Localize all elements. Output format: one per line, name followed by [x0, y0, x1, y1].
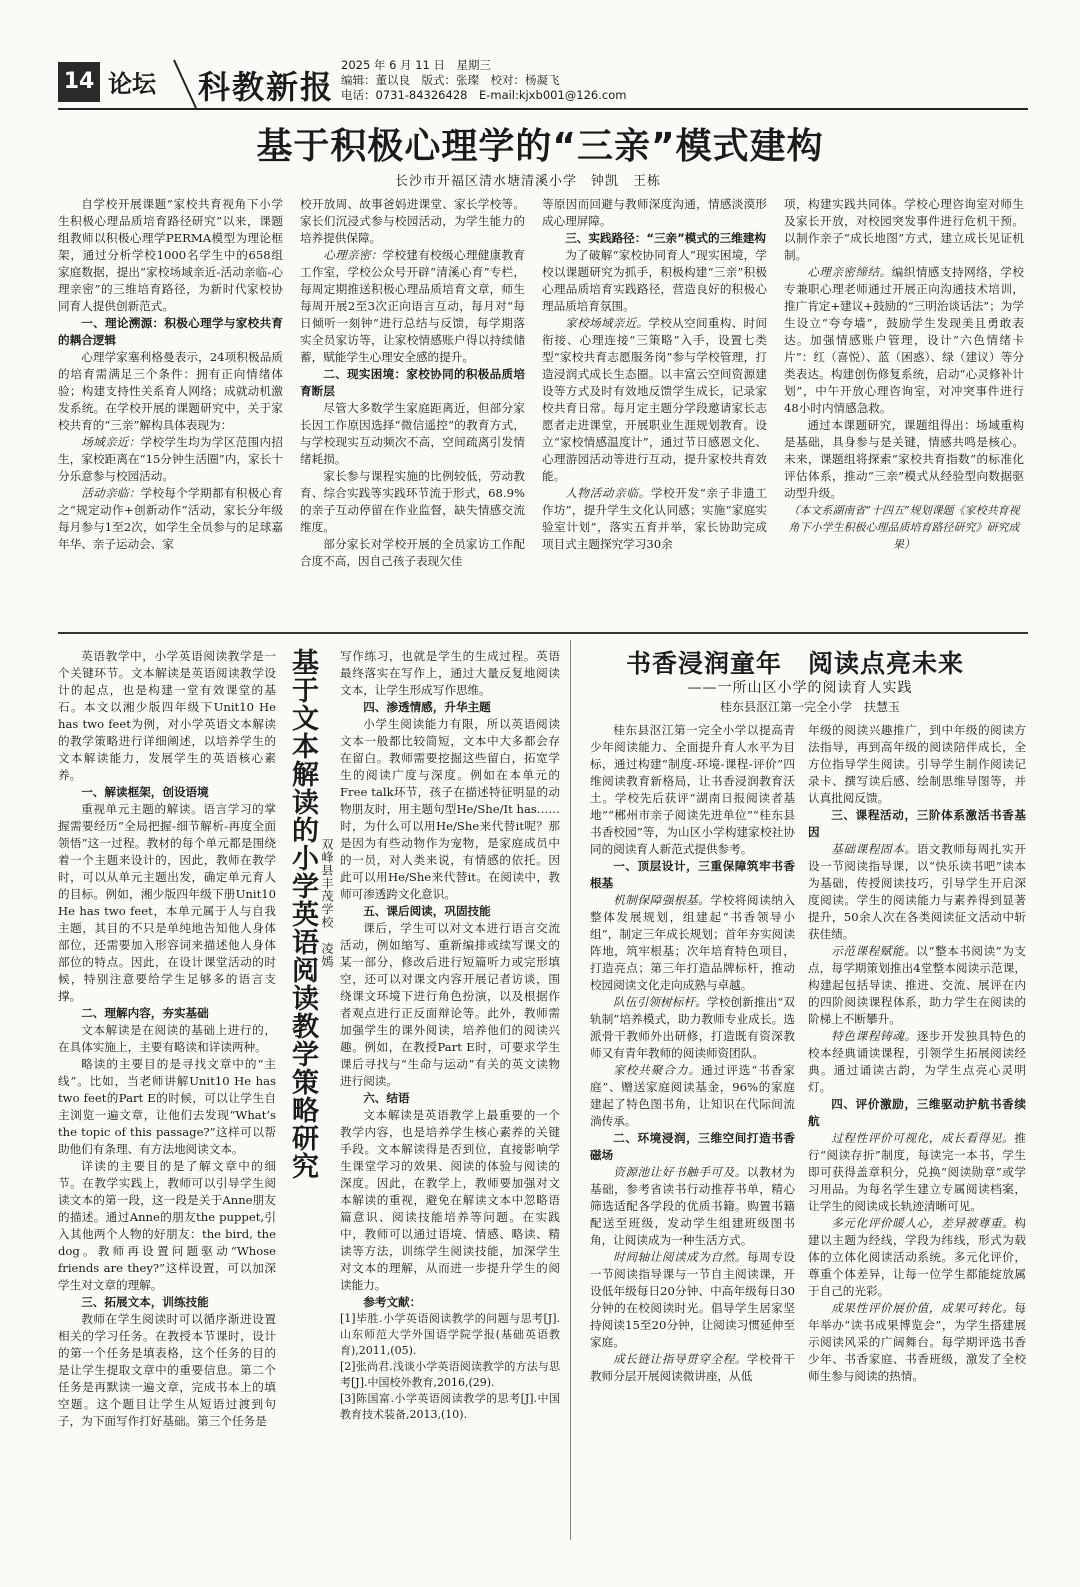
paragraph — [300, 196, 525, 247]
lead-phrase: 队伍引领树标杆。 — [613, 995, 707, 1009]
section-heading — [340, 903, 560, 920]
lead-phrase: 家校场域亲近。 — [565, 316, 649, 330]
paragraph-text: 详读的主要目的是了解文章中的细节。在教学实践上，教师可以引导学生阅读文本的第一段，这一段是关于Anne朋友的描述。通过Anne的朋友the puppet,引入其他两个人物的好朋友：the bird, the dog。教师再设置问题驱动“Whose friends are they?”这样设置，可以加深学生对文章的理解。 — [58, 1159, 276, 1292]
lead-phrase: 基础课程固本。 — [831, 842, 917, 856]
section-heading — [58, 315, 283, 349]
lead-phrase: 特色课程铸魂。 — [831, 1029, 917, 1043]
article3-column-1 — [590, 722, 795, 1385]
paragraph-text: 二、环境浸润，三维空间打造书香磁场 — [590, 1131, 795, 1162]
paragraph-text: 年级的阅读兴趣推广，到中年级的阅读方法指导，再到高年级的阅读陪伴成长，全方位指导学生阅读。引导学生制作阅读记录卡、撰写读后感、绘制思维导图等，并认真批阅反馈。 — [808, 723, 1026, 805]
paragraph — [784, 417, 1024, 502]
paragraph-text: 部分家长对学校开展的全员家访工作配合度不高，因自己孩子表现欠佳 — [300, 537, 525, 568]
article2-byline: 双峰县丰茂学校 凌嫣 — [320, 838, 334, 968]
paragraph — [340, 648, 560, 699]
paragraph-text: 语文教师每周扎实开设一节阅读指导课，以“快乐读书吧”读本为基础，传授阅读技巧，引导学生开启深度阅读。学生的阅读能力与素养得到显著提升，50余人次在各类阅读征文活动中斩获佳绩。 — [808, 842, 1026, 941]
paragraph-text: （本文系湖南省“十四五”规划课题《家校共育视角下小学生积极心理品质培育路径研究》研究成果） — [788, 504, 1020, 551]
paragraph — [808, 1130, 1026, 1215]
paragraph-text: 小学生阅读能力有限，所以英语阅读文本一般都比较简短，文本中大多都会存在留白。教师需要挖掘这些留白，拓宽学生的阅读广度与深度。例如在本单元的Free talk环节，孩子在描述特征明显的动物朋友时，用主题句型He/She/It has……时，为什么可以用He/She来代替it呢？那是因为有些动物作为宠物，是家庭成员中的一员，对人类来说，有情感的依托。因此可以用He/She来代替it。在阅读中，教师可渗透跨文化意识。 — [340, 717, 560, 901]
paragraph — [590, 892, 795, 994]
article3-title: 书香浸润童年 阅读点亮未来 — [625, 649, 964, 678]
section-heading — [808, 1096, 1026, 1130]
article2-column-1 — [58, 648, 276, 1430]
article3-byline: 桂东县沤江第一完全小学 扶慧玉 — [719, 700, 900, 714]
paragraph-text: 文本解读是英语教学上最重要的一个教学内容，也是培养学生核心素养的关键手段。文本解读得是否到位，直接影响学生课堂学习的效果、阅读的体验与阅读的深度。因此，在教学上，教师要加强对文本解读的重视，避免在解读文本中忽略语篇意识、阅读技能培养等问题。在实践中，教师可以通过语境、情感、略读、精读等方法，训练学生阅读技能，加深学生对文本的理解，从而进一步提升学生的阅读能力。 — [340, 1108, 560, 1292]
paragraph — [300, 468, 525, 536]
funding-note — [784, 502, 1024, 553]
paragraph — [58, 485, 283, 553]
page-number: 14 — [58, 62, 100, 102]
section-heading — [340, 1294, 560, 1311]
paragraph-text: 学校将阅读纳入整体发展规划，组建起“书香领导小组”，制定三年成长规划；首年夯实阅读阵地，筑牢根基；次年培育特色项目，打造亮点；第三年打造品牌标杆，推动校园阅读文化走向成熟与卓越。 — [590, 893, 795, 992]
article1-column-4 — [784, 196, 1024, 553]
paragraph — [590, 994, 795, 1062]
paragraph-text: 校开放周、故事爸妈进课堂、家长学校等。家长们沉浸式参与校园活动，为学生能力的培养提供保障。 — [300, 197, 525, 245]
paragraph-text: 等原因而回避与教师深度沟通，情感淡漠形成心理屏障。 — [542, 197, 767, 228]
lead-phrase: 成长链让指导贯穿全程。 — [613, 1352, 747, 1366]
lead-phrase: 人物活动亲临。 — [565, 486, 651, 500]
paragraph — [784, 264, 1024, 417]
paragraph-text: 自学校开展课题“家校共育视角下小学生积极心理品质培育路径研究”以来，课题组教师以积极心理学PERMA模型为理论框架，通过分析学校1000名学生中的658组家庭数据，提出“家校场域亲近-活动亲临-心理亲密”的三维培育路径，为新时代家校协同育人提供创新范式。 — [58, 197, 283, 313]
paragraph — [58, 196, 283, 315]
paragraph-text: 以“整本书阅读”为支点，每学期策划推出4堂整本阅读示范课，构建起包括导读、推进、交流、展评在内的四阶阅读课程体系，助力学生在阅读的阶梯上不断攀升。 — [808, 944, 1026, 1026]
paragraph-text: 以教材为基础，参考省读书行动推荐书单，精心筛选适配各学段的优质书籍。购置书籍配送至班级，发动学生组建班级图书角，让阅读成为一种生活方式。 — [590, 1165, 795, 1247]
paragraph-text: 一、顶层设计，三重保障筑牢书香根基 — [590, 859, 795, 890]
reference-item — [340, 1391, 560, 1423]
paper-name: 科教新报 — [198, 68, 335, 106]
paragraph-text: [1]毕胜.小学英语阅读教学的问题与思考[J].山东师范大学外国语学院学报(基础英语教育),2011,(05). — [340, 1312, 560, 1357]
paragraph-text: 构建以主题为经线，学段为纬线，形式为载体的立体化阅读活动系统。多元化评价，尊重个体差异，让每一位学生都能绽放属于自己的光彩。 — [808, 1216, 1026, 1298]
paragraph-text: 为了破解“家校协同育人”现实困境，学校以课题研究为抓手，积极构建“三亲”积极心理品质培育实践路径，营造良好的积极心理品质培育氛围。 — [542, 248, 767, 313]
article1-title: 基于积极心理学的“三亲”模式建构 — [256, 126, 824, 167]
paragraph — [300, 247, 525, 366]
paragraph-text: 文本解读是在阅读的基础上进行的，在具体实施上，主要有略读和详读两种。 — [58, 1023, 276, 1054]
masthead-meta — [341, 58, 626, 103]
paragraph — [340, 716, 560, 903]
paragraph-text: 学校骨干教师分层开展阅读微讲座，从低 — [590, 1352, 795, 1383]
section-heading — [58, 784, 276, 801]
paragraph — [58, 1311, 276, 1430]
article1-column-3 — [542, 196, 767, 553]
paragraph-text: 四、渗透情感，升华主题 — [363, 700, 491, 714]
paragraph-text: 课后，学生可以对文本进行语言交流活动，例如缩写、重新编排或续写课文的某一部分，修改后进行短篇听力或完形填空，还可以对课文内容开展记者访谈，围绕课文环境下进行角色扮演，以及根据作者观点进行正反面辩论等。此外，教师需加强学生的课外阅读，培养他们的阅读兴趣。例如，在教授Part E时，可要求学生课后寻找与“生命与运动”有关的英文读物进行阅读。 — [340, 921, 560, 1088]
paragraph — [300, 536, 525, 570]
paragraph — [58, 1158, 276, 1294]
section-divider — [58, 632, 1028, 634]
paragraph-text: 逐步开发独具特色的校本经典诵读课程，引领学生拓展阅读经典。通过诵读古韵，为学生点亮心灵明灯。 — [808, 1029, 1026, 1094]
paragraph-text: 三、课程活动，三阶体系激活书香基因 — [808, 808, 1026, 839]
paragraph-text: 教师在学生阅读时可以循序渐进设置相关的学习任务。在教授本节课时，设计的第一个任务是填表格，这个任务的目的是让学生提取文章中的重要信息。第二个任务是再默读一遍文章，完成书本上的填空题。这个题目让学生从短语过渡到句子，为下面写作打好基础。第三个任务是 — [58, 1312, 276, 1428]
section-heading — [590, 1130, 795, 1164]
reference-item — [340, 1311, 560, 1359]
article3-subtitle: ——一所山区小学的阅读育人实践 — [687, 680, 913, 696]
editors-line: 编辑：董以良 版式：张璨 校对：杨凝飞 — [341, 73, 560, 87]
paragraph — [590, 1351, 795, 1385]
lead-phrase: 多元化评价暖人心，差异被尊重。 — [831, 1216, 1015, 1230]
paragraph — [590, 1164, 795, 1249]
paragraph-text: 每年举办“读书成果博览会”，为学生搭建展示阅读风采的广阔舞台。每学期评选书香少年、书香家庭、书香班级，激发了全校师生参与阅读的热情。 — [808, 1301, 1026, 1383]
paragraph-text: 五、课后阅读，巩固技能 — [363, 904, 491, 918]
paragraph-text: 心理学家塞利格曼表示，24项积极品质的培育需满足三个条件：拥有正向情绪体验；构建支持性关系育人网络；成就动机激发系统。在学校开展的课题研究中，关于家校共育的“三亲”解构具体表现为： — [58, 350, 283, 432]
paragraph-text: [2]张尚君.浅谈小学英语阅读教学的方法与思考[J].中国校外教育,2016,(29). — [340, 1360, 560, 1389]
paragraph — [808, 1300, 1026, 1385]
section-heading — [58, 1005, 276, 1022]
article3-column-2 — [808, 722, 1026, 1385]
paragraph — [542, 196, 767, 230]
paragraph — [340, 920, 560, 1090]
paragraph — [58, 434, 283, 485]
paragraph — [340, 1107, 560, 1294]
paragraph — [542, 247, 767, 315]
paragraph — [542, 315, 767, 485]
paragraph-text: 二、现实困境：家校协同的积极品质培育断层 — [300, 367, 525, 398]
article1-byline: 长沙市开福区清水塘清溪小学 钟凯 王栋 — [395, 174, 662, 189]
lead-phrase: 资源池让好书触手可及。 — [613, 1165, 747, 1179]
paragraph-text: 一、理论溯源：积极心理学与家校共育的耦合逻辑 — [58, 316, 283, 347]
paragraph — [808, 722, 1026, 807]
paragraph-text: 学校建有校级心理健康教育工作室，学校公众号开辟“清溪心育”专栏，每周定期推送积极心理品质培育文章，师生每周开展2至3次正向语言互动，每月对“每日倾听一刻钟”进行总结与反馈，每学期落实全员家访等，让家校情感账户得以持续储蓄，赋能学生心理安全感的提升。 — [300, 248, 525, 364]
article2-title: 基于文本解读的小学英语阅读教学策略研究 — [287, 648, 318, 1180]
section-heading — [340, 1090, 560, 1107]
lead-phrase: 场域亲近： — [81, 435, 141, 449]
date-line: 2025 年 6 月 11 日 星期三 — [341, 58, 491, 72]
lead-phrase: 时间轴让阅读成为自然。 — [613, 1250, 747, 1264]
lead-phrase: 过程性评价可视化，成长看得见。 — [831, 1131, 1015, 1145]
paragraph-text: 学校学生均为学区范围内招生，家校距离在“15分钟生活圈”内，家长十分乐意参与校园活动。 — [58, 435, 283, 483]
paragraph — [58, 1022, 276, 1056]
article1-column-2 — [300, 196, 525, 570]
paragraph-text: 重视单元主题的解读。语言学习的掌握需要经历“全局把握-细节解析-再度全面领悟”这一过程。教材的每个单元都是围绕着一个主题来设计的，因此，教师在教学时，可以从单元主题出发，确定单元育人的目标。例如，湘少版四年级下册Unit10 He has two feet，本单元属于人与自我主题，其目的不只是单纯地告知他人身体部位，还需要加入形容词来描述他人身体部位的特点。因此，在设计课堂活动的时候，特别注意要给学生足够多的语言支撑。 — [58, 802, 276, 1003]
paragraph — [58, 801, 276, 1005]
paragraph-text: 学校创新推出“双轨制”培养模式，助力教师专业成长。选派骨干教师外出研修，打造既有资深教师又有青年教师的阅读师资团队。 — [590, 995, 795, 1060]
paragraph — [58, 1056, 276, 1158]
paragraph-text: 二、理解内容，夯实基础 — [81, 1006, 209, 1020]
lead-phrase: 家校共聚合力。 — [613, 1063, 702, 1077]
paragraph — [542, 485, 767, 553]
paragraph — [590, 1249, 795, 1351]
divider-slash-icon — [170, 58, 200, 110]
paragraph-text: 学校从空间重构、时间衔接、心理连接“三策略”入手，设置七类型“家校共育志愿服务岗”参与学校管理，打造浸润式成长生态圈。以丰富云空间资源建设等方式及时有效地反馈学生成长，记录家校共育日常。每月定主题分学段邀请家长志愿者走进课堂，开展职业生涯规划教育。设立“家校情感温度计”，通过节日感恩文化、心理游园活动等进行互动，提升家校共育效能。 — [542, 316, 767, 483]
paragraph — [808, 943, 1026, 1028]
paragraph-text: 学校每个学期都有积极心育之“规定动作+创新动作”活动，家长分年级每月参与1至2次，如学生全员参与的足球嘉年华、亲子运动会、家 — [58, 486, 283, 551]
paragraph-text: 三、实践路径：“三亲”模式的三维建构 — [565, 231, 766, 245]
paragraph-text: 写作练习，也就是学生的生成过程。英语最终落实在写作上，通过大量反复地阅读文本，让学生形成写作思维。 — [340, 649, 560, 697]
section-heading — [340, 699, 560, 716]
paragraph-text: 一、解读框架，创设语境 — [81, 785, 209, 799]
article2-column-2 — [340, 648, 560, 1423]
paragraph-text: 通过本课题研究，课题组得出：场域重构是基础，具身参与是关键，情感共鸣是核心。未来，课题组将探索“家校共育指数”的标准化评估体系，推动“三亲”模式从经验型向数据驱动型升级。 — [784, 418, 1024, 500]
paragraph-text: 尽管大多数学生家庭距离近，但部分家长因工作原因选择“微信遥控”的教育方式，与学校现实互动频次不高，空间疏离引发情绪耗损。 — [300, 401, 525, 466]
paragraph — [808, 1215, 1026, 1300]
paragraph-text: 略读的主要目的是寻找文章中的“主线”。比如，当老师讲解Unit10 He has two feet的Part E的时候，可以让学生自主浏览一遍文章，让他们去发现“What’s the topic of this passage?”这样可以帮助他们有条理、有方法地阅读文本。 — [58, 1057, 276, 1156]
paragraph — [58, 648, 276, 784]
reference-item — [340, 1359, 560, 1391]
lead-phrase: 成果性评价展价值，成果可转化。 — [831, 1301, 1015, 1315]
paragraph — [58, 349, 283, 434]
section-label: 论坛 — [108, 70, 156, 98]
lead-phrase: 示范课程赋能。 — [831, 944, 917, 958]
paragraph-text: 桂东县沤江第一完全小学以提高青少年阅读能力、全面提升育人水平为目标，通过构建“制度-环境-课程-评价”四维阅读教育新格局，让书香浸润教育沃土。学校先后获评“湖南日报阅读者基地”“郴州市亲子阅读先进单位”“桂东县书香校园”等，为山区小学构建家校社协同的阅读育人新范式提供参考。 — [590, 723, 795, 856]
masthead-rule — [58, 108, 1028, 110]
paragraph-text: 六、结语 — [363, 1091, 410, 1105]
paragraph-text: 家长参与课程实施的比例较低，劳动教育、综合实践等实践环节流于形式，68.9%的亲子互动停留在作业监督，缺失情感交流维度。 — [300, 469, 525, 534]
paragraph-text: [3]陈国富.小学英语阅读教学的思考[J].中国教育技术装备,2013,(10). — [340, 1392, 560, 1421]
paragraph — [590, 722, 795, 858]
section-heading — [58, 1294, 276, 1311]
section-heading — [542, 230, 767, 247]
paragraph — [300, 400, 525, 468]
paragraph-text: 四、评价激励，三维驱动护航书香续航 — [808, 1097, 1026, 1128]
paragraph — [808, 1028, 1026, 1096]
paragraph-text: 通过评选“书香家庭”、赠送家庭阅读基金，96%的家庭建起了特色图书角，让知识在代际间流淌传承。 — [590, 1063, 795, 1128]
lead-phrase: 心理亲密： — [323, 248, 383, 262]
paragraph-text: 每周专设一节阅读指导课与一节自主阅读课，开设低年级每日20分钟、中高年级每日30分钟的在校阅读时光。倡导学生居家坚持阅读15至20分钟，让阅读习惯延伸至家庭。 — [590, 1250, 795, 1349]
paragraph — [784, 196, 1024, 264]
paragraph-text: 三、拓展文本，训练技能 — [81, 1295, 209, 1309]
section-heading — [590, 858, 795, 892]
paragraph — [590, 1062, 795, 1130]
section-heading — [808, 807, 1026, 841]
lead-phrase: 活动亲临： — [81, 486, 141, 500]
lead-phrase: 心理亲密缔结。 — [807, 265, 892, 279]
paragraph-text: 英语教学中，小学英语阅读教学是一个关键环节。文本解读是英语阅读教学设计的起点，也是构建一堂有效课堂的基石。本文以湘少版四年级下Unit10 He has two feet为例，对小学英语文本解读的教学策略进行详细阐述，以培养学生的文本解读能力，发展学生的英语核心素养。 — [58, 649, 276, 782]
section-heading — [300, 366, 525, 400]
paragraph — [808, 841, 1026, 943]
paragraph-text: 推行“阅读存折”制度，每读完一本书，学生即可获得盖章积分，兑换“阅读勋章”或学习用品。为每名学生建立专属阅读档案，让学生的阅读成长轨迹清晰可见。 — [808, 1131, 1026, 1213]
contact-line: 电话：0731-84326428 E-mail:kjxb001@126.com — [341, 88, 627, 102]
lead-phrase: 机制保障强根基。 — [613, 893, 711, 907]
paragraph-text: 学校开发“亲子非遗工作坊”，提升学生文化认同感；实施“家庭实验室计划”，落实五育并举，家长协助完成项目式主题探究学习30余 — [542, 486, 767, 551]
paragraph-text: 编织情感支持网络，学校专兼职心理老师通过开展正向沟通技术培训，推广肯定+建议+鼓励的“三明治谈话法”；为学生设立“夸夸墙”，鼓励学生发现美且勇敢表达。加强情感账户管理，设计“六色情绪卡片”：红（喜悦）、蓝（困惑）、绿（建议）等分类表达。构建创伤修复系统，启动“心灵修补计划”，中午开放心理咨询室，对冲突事件进行48小时内情感急救。 — [784, 265, 1024, 415]
masthead — [58, 58, 1028, 108]
paragraph-text: 项，构建实践共同体。学校心理咨询室对师生及家长开放，对校园突发事件进行危机干预。以制作亲子“成长地图”方式，建立成长见证机制。 — [784, 197, 1024, 262]
column-divider — [570, 640, 571, 1540]
paragraph-text: 参考文献： — [363, 1295, 422, 1309]
article1-column-1 — [58, 196, 283, 553]
